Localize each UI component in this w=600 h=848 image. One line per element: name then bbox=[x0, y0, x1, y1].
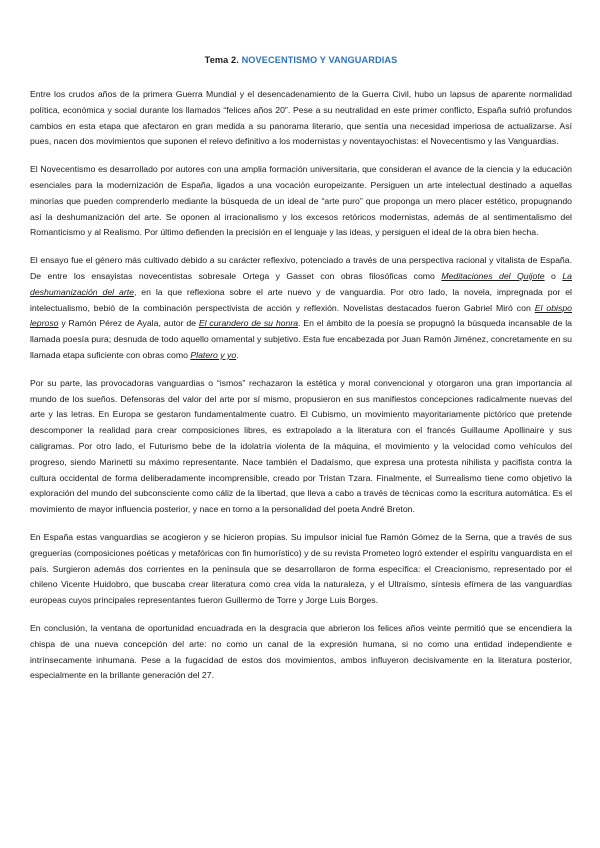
title-topic: NOVECENTISMO Y VANGUARDIAS bbox=[241, 55, 398, 65]
text-run: , en la que reflexiona sobre el arte nuevo y de vanguardia. Por otro lado, la novela, impregnada por el intelectualismo, bebió de la combinación perspectivista de acción y reflexión. Novelistas destacados fueron Gabriel Miró con bbox=[30, 286, 572, 313]
text-run: . bbox=[236, 349, 239, 360]
paragraph-introduction: Entre los crudos años de la primera Guerra Mundial y el desencadenamiento de la Guerra Civil, hubo un lapsus de aparente normalidad política, económica y social durante los llamados “felices años 20”. Pese a su neutralidad en este primer conflicto, España sufrió profundos cambios en esta etapa que afectaron en gran medida a su panorama literario, que sentía una necesidad imperiosa de actualizarse. Así pues, nacen dos movimientos que suponen el relevo definitivo a los modernistas y noventayochistas: el Novecentismo y las Vanguardias. bbox=[30, 89, 572, 147]
work-title-link[interactable]: Platero y yo bbox=[190, 349, 237, 360]
work-title-link[interactable]: La deshumanización del arte bbox=[30, 270, 572, 297]
paragraph-generos-novecentistas bbox=[30, 253, 572, 364]
text-run: . En el ámbito de la poesía se propugnó la búsqueda incansable de la llamada poesía pura; desnuda de todo aquello ornamental y subjetivo. Esta fue encabezada por Juan Ramón Jiménez, concretamente en su llamada etapa suficiente con obras como bbox=[30, 318, 572, 360]
paragraph-vanguardias: Por su parte, las provocadoras vanguardias o “ismos” rechazaron la estética y moral convencional y otorgaron una gran importancia al mundo de los sueños. Defensoras del valor del arte por sí mismo, propusieron en sus manifiestos concepciones radicalmente nuevas del arte y las letras. En Europa se gestaron fundamentalmente cuatro. El Cubismo, un movimiento mayoritariamente pictórico que pretende descomponer la realidad para crear composiciones libres, es extrapolado a la literatura con el francés Guillaume Apollinaire y sus caligramas. Por otro lado, el Futurismo bebe de la idolatría violenta de la máquina, el movimiento y la velocidad como vehículos del progreso, siendo Marinetti su máximo representante. Nace también el Dadaísmo, que expresa una protesta nihilista y pacifista contra la cultura occidental de forma deliberadamente incomprensible, creado por Tristan Tzara. Finalmente, el Surrealismo tiene como objetivo la exploración del mundo del subconsciente como cáliz de la libertad, que lleva a cabo a través de técnicas como la escritura automática. Es el movimiento de mayor influencia posterior, y nace en torno a la personalidad del poeta André Breton. bbox=[30, 377, 572, 515]
text-run: El ensayo fue el género más cultivado debido a su carácter reflexivo, potenciado a través de una perspectiva racional y vitalista de España. De entre los ensayistas novecentistas sobresale Ortega y Gasset con obras filosóficas como bbox=[30, 255, 572, 281]
work-title-link[interactable]: El obispo leproso bbox=[30, 302, 572, 329]
title-prefix: Tema 2. bbox=[204, 55, 239, 65]
document-title bbox=[30, 55, 572, 65]
text-run: y Ramón Pérez de Ayala, autor de bbox=[58, 318, 199, 329]
paragraph-novecentismo: El Novecentismo es desarrollado por autores con una amplia formación universitaria, que consideran el avance de la ciencia y la educación esenciales para la modernización de España, ligados a una vocación europeizante. Persiguen un arte intelectual destinado a aquellas minorías que pueden comprenderlo mediante la búsqueda de un ideal de “arte puro” que proponga un mero placer estético, propugnando así la deshumanización del arte. Se oponen al irracionalismo y los excesos retóricos modernistas, además de al sentimentalismo del Romanticismo y al Realismo. Por último defienden la precisión en el lenguaje y las ideas, y persiguen el ideal de la obra bien hecha. bbox=[30, 164, 572, 238]
work-title-link[interactable]: Meditaciones del Quijote bbox=[441, 270, 545, 281]
work-title-link[interactable]: El curandero de su honra bbox=[198, 318, 299, 329]
paragraph-conclusion: En conclusión, la ventana de oportunidad encuadrada en la desgracia que abrieron los felices años veinte permitió que se encendiera la chispa de una nueva concepción del arte: no como un canal de la expresión humana, si no como una entidad independiente e intrínsecamente inhumana. Pese a la fugacidad de estos dos movimientos, ambos influyeron decisivamente en la literatura posterior, especialmente en la brillante generación del 27. bbox=[30, 622, 572, 681]
paragraph-vanguardias-espana: En España estas vanguardias se acogieron y se hicieron propias. Su impulsor inicial fue Ramón Gómez de la Serna, que a través de sus greguerías (composiciones poéticas y metafóricas con fin humorístico) y de su revista Prometeo logró extender el espíritu vanguardista en el país. Surgieron además dos corrientes en la península que se desarrollaron de forma específica: el Creacionismo, representado por el chileno Vicente Huidobro, que buscaba crear literatura como crea vida la naturaleza, y el Ultraísmo, síntesis efímera de las vanguardias europeas cuyos principales representantes fueron Guillermo de Torre y Jorge Luis Borges. bbox=[30, 531, 572, 606]
text-run: o bbox=[544, 270, 563, 281]
